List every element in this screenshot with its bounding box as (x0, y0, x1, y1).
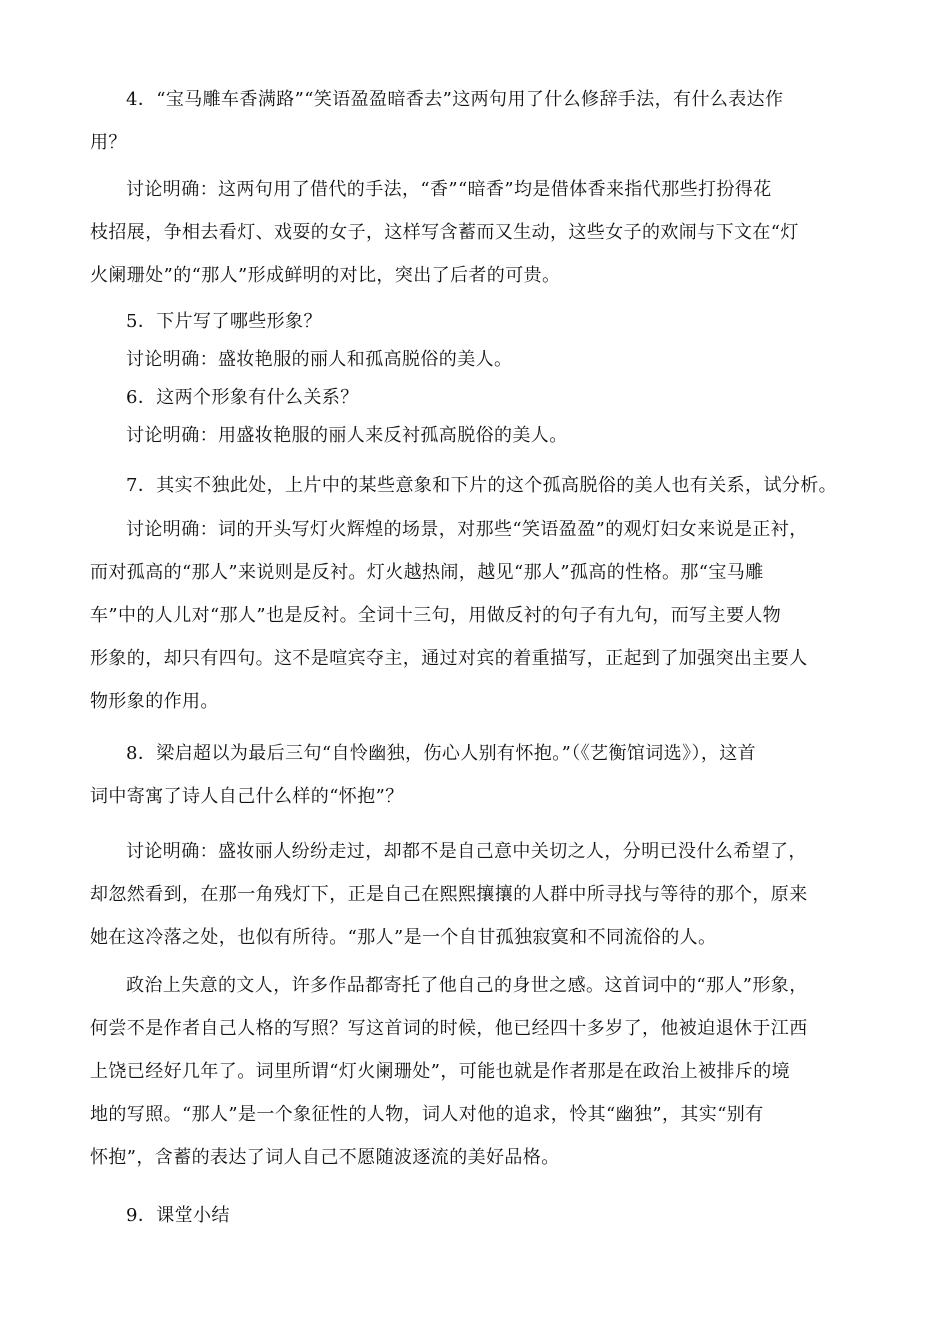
answer-7 (90, 508, 860, 723)
answer-4-line-2: 枝招展，争相去看灯、戏耍的女子，这样写含蓄而又生动，这些女子的欢闹与下文在“灯 (90, 222, 799, 243)
answer-7-line-2: 而对孤高的“那人”来说则是反衬。灯火越热闹，越见“那人”孤高的性格。那“宝马雕 (90, 562, 764, 583)
answer-4 (90, 168, 860, 297)
commentary-line-3: 上饶已经好几年了。词里所谓“灯火阑珊处”，可能也就是作者那是在政治上被排斥的境 (90, 1061, 791, 1082)
answer-4-line-3: 火阑珊处”的“那人”形成鲜明的对比，突出了后者的可贵。 (90, 265, 561, 286)
question-6-line-1: 6．这两个形象有什么关系？ (126, 387, 359, 408)
question-5-line-1: 5．下片写了哪些形象？ (126, 311, 322, 332)
question-5 (90, 304, 860, 340)
question-8 (90, 732, 860, 818)
answer-8-line-2: 却忽然看到，在那一角残灯下，正是自己在熙熙攘攘的人群中所寻找与等待的那个，原来 (90, 884, 808, 905)
answer-6-line-1: 讨论明确：用盛妆艳服的丽人来反衬孤高脱俗的美人。 (126, 425, 568, 446)
answer-5 (90, 342, 860, 378)
question-4 (90, 78, 860, 164)
answer-7-line-4: 形象的，却只有四句。这不是喧宾夺主，通过对宾的着重描写，正起到了加强突出主要人 (90, 648, 808, 669)
answer-8-line-3: 她在这冷落之处，也似有所待。“那人”是一个自甘孤独寂寞和不同流俗的人。 (90, 927, 717, 948)
answer-7-line-5: 物形象的作用。 (90, 691, 219, 712)
commentary-line-4: 地的写照。“那人”是一个象征性的人物，词人对他的追求，怜其“幽独”，其实“别有 (90, 1104, 764, 1125)
question-7 (90, 468, 860, 504)
answer-8-line-1: 讨论明确：盛妆丽人纷纷走过，却都不是自己意中关切之人，分明已没什么希望了， (126, 841, 807, 862)
question-7-line-1: 7．其实不独此处，上片中的某些意象和下片的这个孤高脱俗的美人也有关系，试分析。 (126, 475, 838, 496)
answer-8 (90, 830, 860, 959)
question-4-line-1: 4．“宝马雕车香满路”“笑语盈盈暗香去”这两句用了什么修辞手法，有什么表达作 (126, 89, 784, 110)
question-8-line-1: 8．梁启超以为最后三句“自怜幽独，伤心人别有怀抱。”（《艺衡馆词选》），这首 (126, 743, 757, 764)
question-6 (90, 380, 860, 416)
question-4-line-2: 用？ (90, 132, 127, 153)
question-8-line-2: 词中寄寓了诗人自己什么样的“怀抱”？ (90, 786, 404, 807)
answer-5-line-1: 讨论明确：盛妆艳服的丽人和孤高脱俗的美人。 (126, 349, 513, 370)
answer-6 (90, 418, 860, 454)
answer-4-line-1: 讨论明确：这两句用了借代的手法，“香”“暗香”均是借体香来指代那些打扮得花 (126, 179, 772, 200)
answer-7-line-3: 车”中的人儿对“那人”也是反衬。全词十三句，用做反衬的句子有九句，而写主要人物 (90, 605, 782, 626)
commentary-line-5: 怀抱”，含蓄的表达了词人自己不愿随波逐流的美好品格。 (90, 1147, 560, 1168)
section-9-heading (90, 1198, 860, 1234)
section-9-line-1: 9．课堂小结 (126, 1205, 230, 1226)
commentary-line-1: 政治上失意的文人，许多作品都寄托了他自己的身世之感。这首词中的“那人”形象， (126, 975, 808, 996)
answer-7-line-1: 讨论明确：词的开头写灯火辉煌的场景，对那些“笑语盈盈”的观灯妇女来说是正衬， (126, 519, 808, 540)
commentary-paragraph (90, 964, 860, 1179)
commentary-line-2: 何尝不是作者自己人格的写照？写这首词的时候，他已经四十多岁了，他被迫退休于江西 (90, 1018, 808, 1039)
